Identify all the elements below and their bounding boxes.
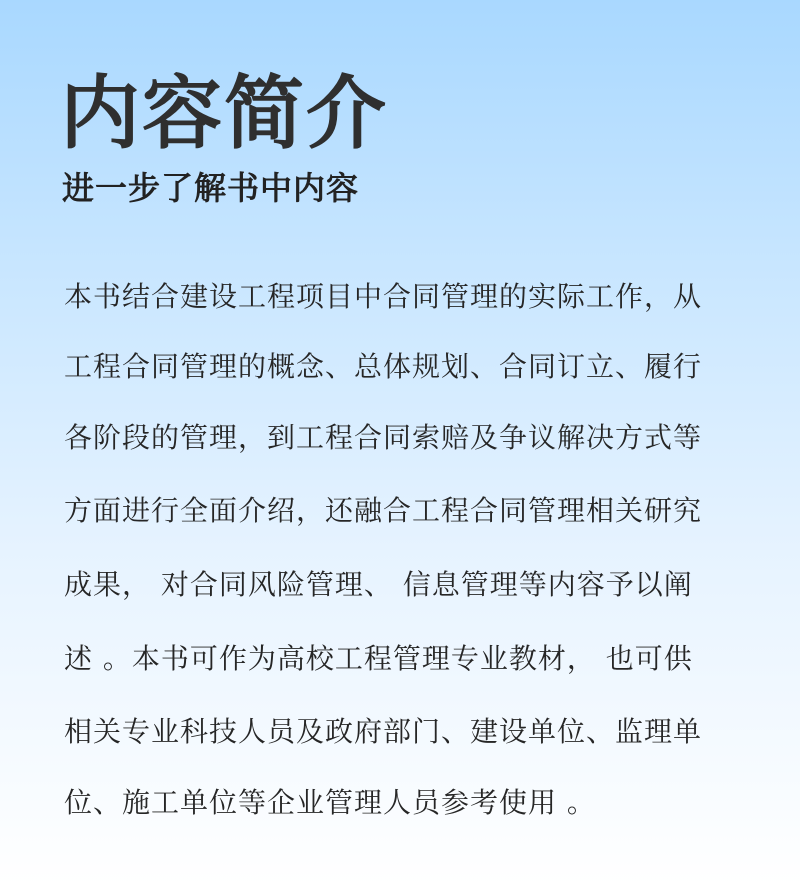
body-line: 工程合同管理的概念、总体规划、合同订立、履行 [64,350,703,383]
body-line: 本书结合建设工程项目中合同管理的实际工作，从 [64,280,703,313]
body-line: 成果， 对合同风险管理、 信息管理等内容予以阐 [64,568,693,601]
body-line: 方面进行全面介绍，还融合工程合同管理相关研究 [64,494,703,527]
body-line: 各阶段的管理，到工程合同索赔及争议解决方式等 [64,421,703,454]
body-line: 述 。本书可作为高校工程管理专业教材， 也可供 [64,642,693,675]
page-subtitle: 进一步了解书中内容 [62,169,360,207]
body-line: 位、施工单位等企业管理人员参考使用 。 [64,786,596,819]
body-line: 相关专业科技人员及政府部门、建设单位、监理单 [64,715,703,748]
page-title: 内容简介 [60,67,388,160]
